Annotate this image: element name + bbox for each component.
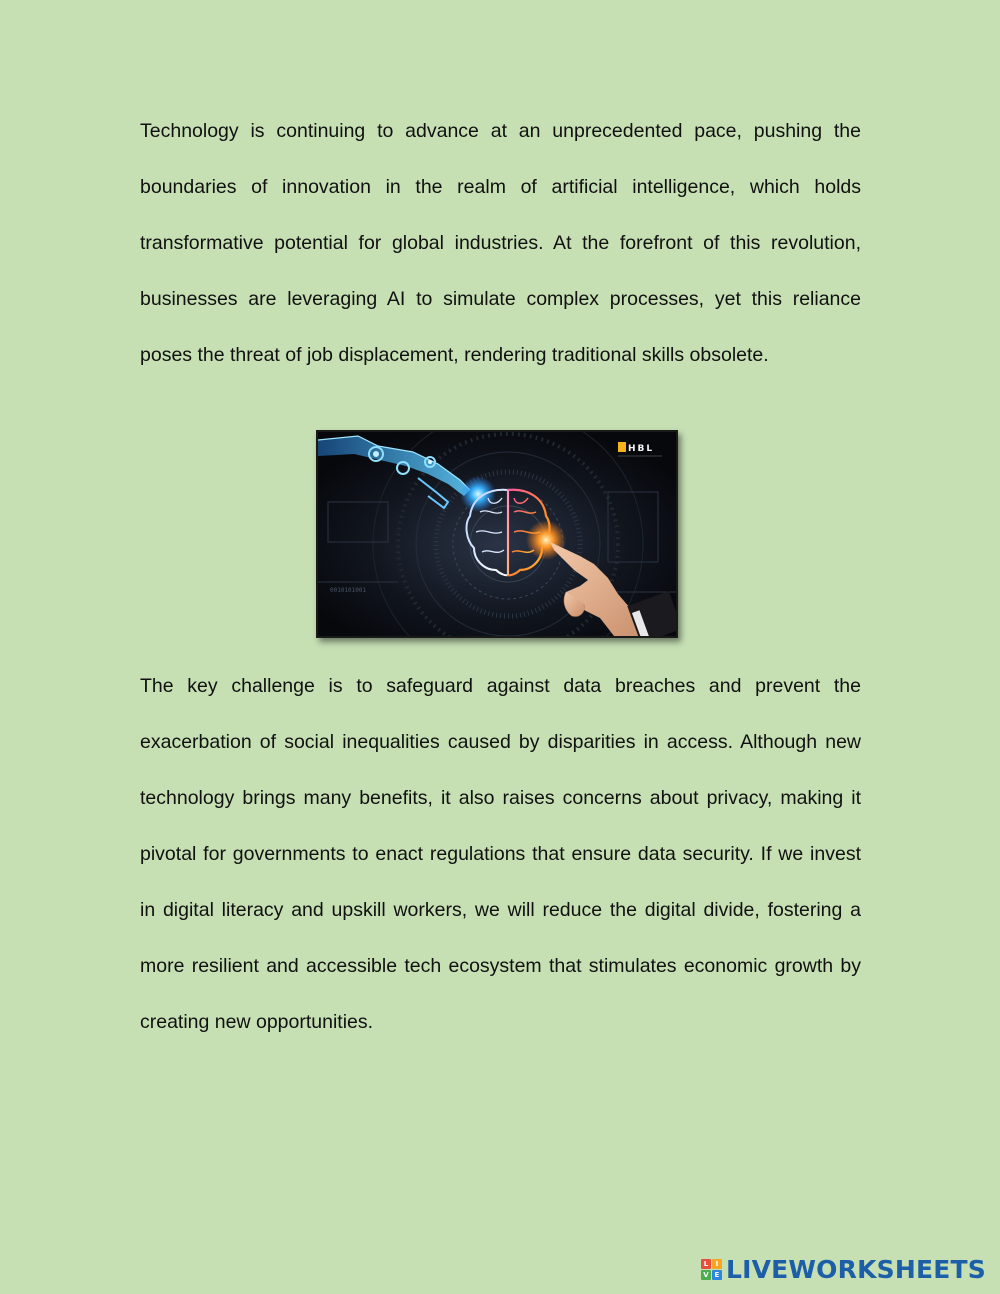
- paragraph-intro: Technology is continuing to advance at an unprecedented pace, pushing the boundaries of innovation in the realm of artificial intelligence, which holds transformative potential for global industries. At the forefront of this revolution, businesses are leveraging AI to simulate complex processes, yet this reliance poses the threat of job displacement, rendering traditional skills obsolete.: [140, 120, 861, 366]
- logo-letter-v: V: [701, 1270, 711, 1280]
- logo-letter-i: I: [712, 1259, 722, 1269]
- svg-text:HBL: HBL: [628, 444, 655, 454]
- binary-text: 0010101001: [330, 587, 367, 594]
- logo-letter-e: E: [712, 1270, 722, 1280]
- logo-grid-icon: [701, 1259, 722, 1280]
- logo-wordmark: LIVEWORKSHEETS: [725, 1255, 986, 1284]
- ai-brain-illustration: [316, 430, 678, 638]
- logo-letter-l: L: [701, 1259, 711, 1269]
- paragraph-challenge: The key challenge is to safeguard against data breaches and prevent the exacerbation of social inequalities caused by disparities in access. Although new technology brings many benefits, it also raises concerns about privacy, making it pivotal for governments to enact regulations that ensure data security. If we invest in digital literacy and upskill workers, we will reduce the digital divide, fostering a more resilient and accessible tech ecosystem that stimulates economic growth by creating new opportunities.: [140, 675, 861, 1033]
- liveworksheets-logo[interactable]: [701, 1255, 986, 1284]
